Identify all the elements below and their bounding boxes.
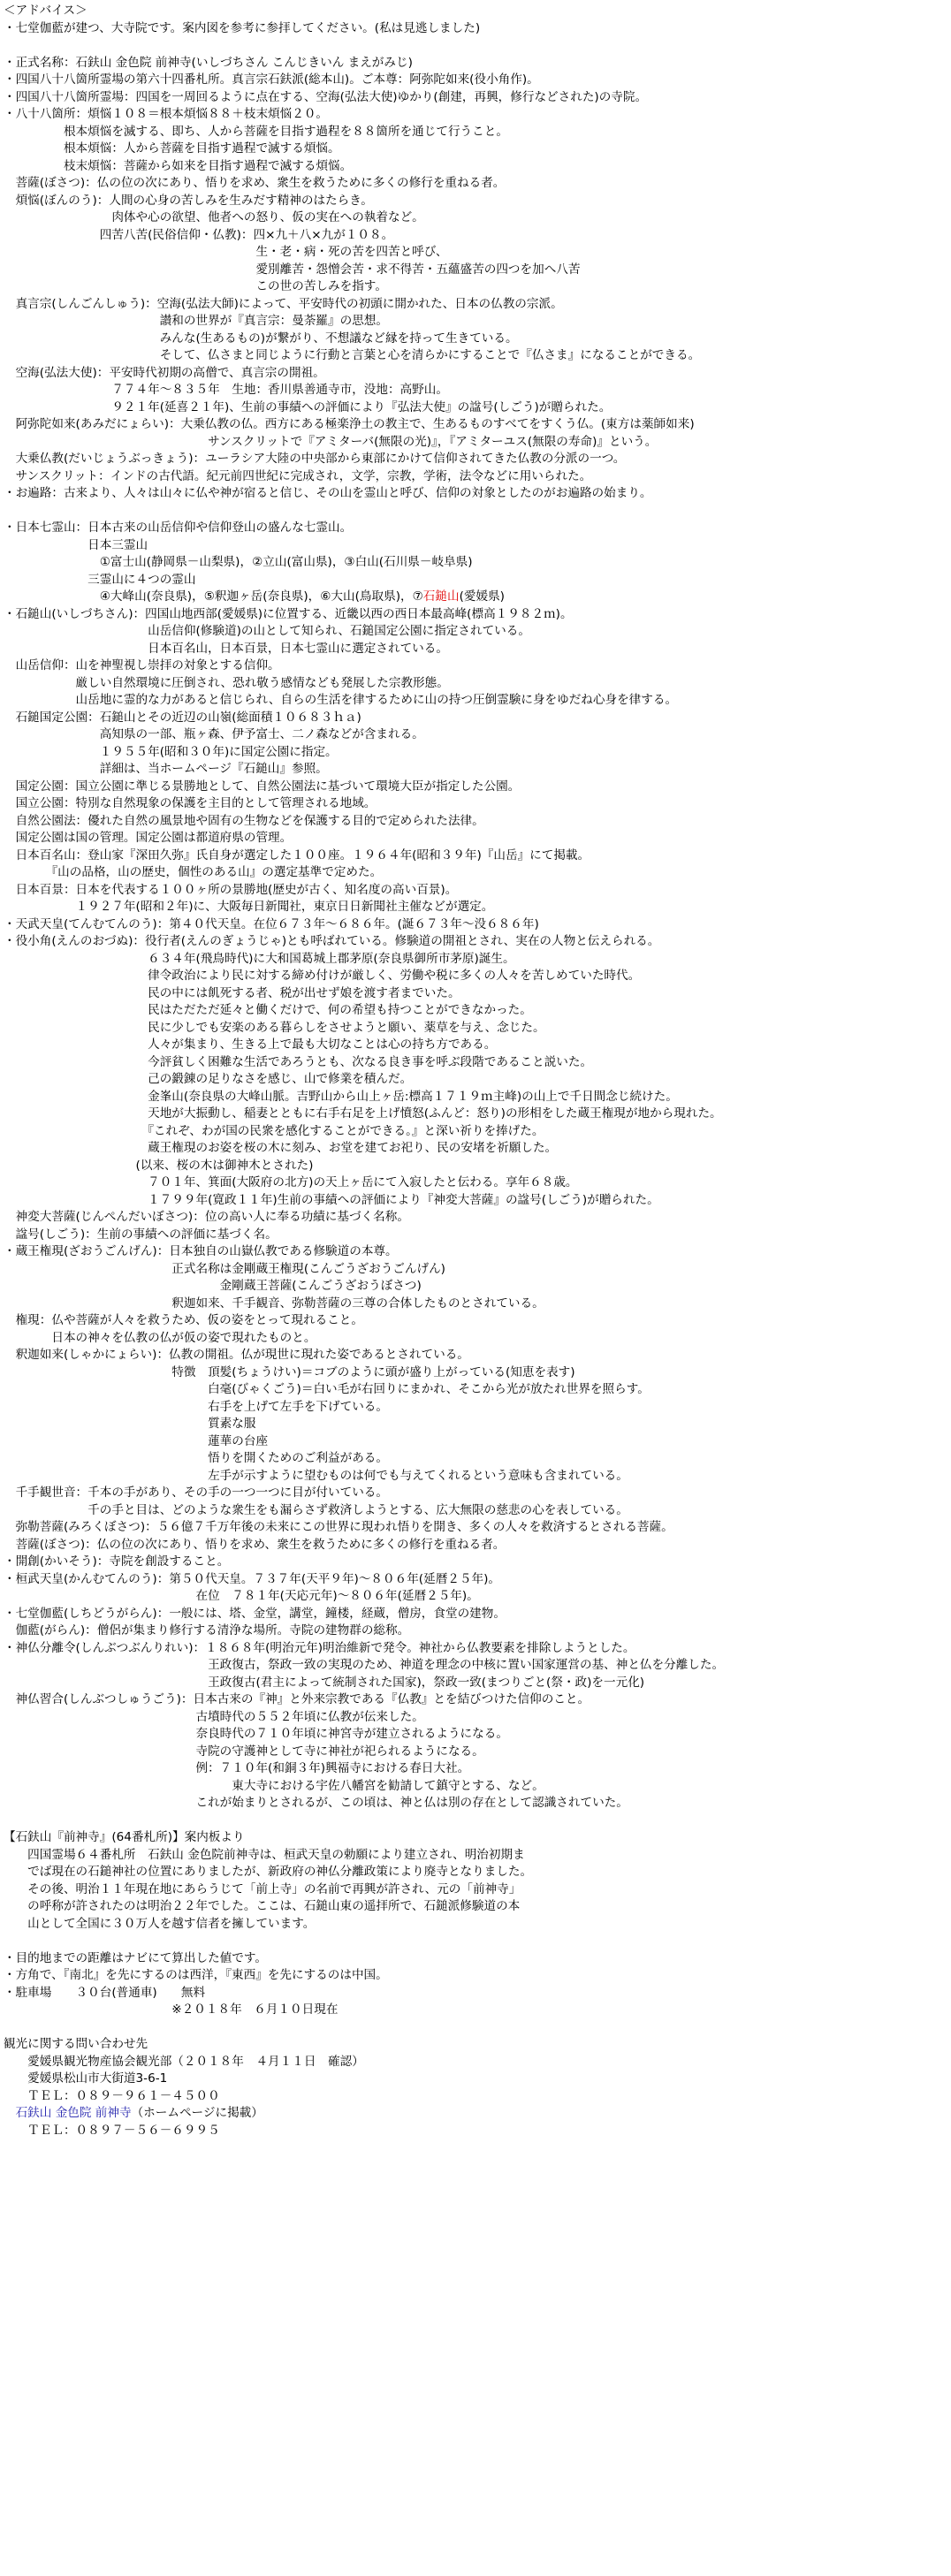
text-line — [4, 2123, 951, 2140]
text-line — [4, 589, 951, 606]
line-text: 悟りを開くためのご利益がある。 — [4, 1451, 388, 1465]
line-text: その後、明治１１年現在地にあらうじて「前上寺」の名前で再興が許され、元の「前神寺」 — [4, 1881, 521, 1896]
text-line — [4, 1519, 951, 1537]
line-text: 真言宗(しんごんしゅう)：空海(弘法大師)によって、平安時代の初頭に開かれた、日本の仏教の宗派。 — [4, 296, 563, 311]
line-text: ・四国八十八箇所霊場の第六十四番札所。真言宗石鈇派(総本山)。ご本尊：阿弥陀如来(役小角作)。 — [4, 72, 539, 87]
line-text: 高知県の一部、瓶ヶ森、伊予富士、二ノ森などが含まれる。 — [4, 727, 424, 741]
line-text: 在位 ７８１年(天応元年)～８０６年(延暦２５年)。 — [4, 1589, 479, 1603]
text-line — [4, 985, 951, 1003]
line-text: 根本煩悩：人から菩薩を目指す過程で滅する煩悩。 — [4, 141, 340, 156]
line-text: ７７４年～８３５年 生地：香川県善通寺市，没地：高野山。 — [4, 383, 448, 397]
text-line — [4, 882, 951, 900]
text-line — [4, 1933, 951, 1950]
line-text: 今評貧しく困難な生活であろうとも、次なる良き事を呼ぶ段階であること説いた。 — [4, 1054, 593, 1069]
text-line — [4, 1089, 951, 1106]
line-text: 千の手と目は、どのような衆生をも漏らさず救済しようとする、広大無限の慈悲の心を表している。 — [4, 1502, 628, 1517]
text-line — [4, 864, 951, 882]
line-text: ・開創(かいそう)：寺院を創設すること。 — [4, 1554, 230, 1569]
line-text: ・役小角(えんのおづぬ)：役行者(えんのぎょうじゃ)とも呼ばれている。修験道の開祖とされ、実在の人物と伝えられる。 — [4, 934, 660, 948]
text-line — [4, 2054, 951, 2071]
line-text: ・桓武天皇(かんむてんのう)：第５０代天皇。７３７年(天平９年)～８０６年(延暦２５年)。 — [4, 1571, 500, 1586]
text-line — [4, 675, 951, 693]
text-line — [4, 1123, 951, 1141]
line-text: 『山の品格，山の歴史，個性のある山』の選定基準で定めた。 — [4, 865, 383, 879]
line-text: 愛別離苦・怨憎会苦・求不得苦・五蘊盛苦の四つを加へ八苦 — [4, 262, 581, 277]
line-text: ①富士山(静岡県－山梨県)，②立山(富山県)，③白山(石川県－岐阜県) — [4, 555, 473, 569]
line-text: 三霊山に４つの霊山 — [4, 572, 196, 587]
line-text: 【石鈇山『前神寺』(64番札所)】案内板より — [4, 1830, 245, 1844]
text-line — [4, 1192, 951, 1210]
text-line — [4, 106, 951, 124]
text-line — [4, 2036, 951, 2054]
text-line — [4, 1606, 951, 1623]
line-text: 生・老・病・死の苦を四苦と呼び、 — [4, 245, 448, 259]
line-text: ・駐車場 ３０台(普通車) 無料 — [4, 1985, 206, 2000]
text-line — [4, 1140, 951, 1158]
line-text: ・石鎚山(いしづちさん)：四国山地西部(愛媛県)に位置する、近畿以西の西日本最高峰(標高１９８２ｍ)。 — [4, 606, 573, 621]
highlight-link[interactable]: 石鎚山 — [422, 589, 460, 604]
line-text: ７０１年、箕面(大阪府の北方)の天上ヶ岳にて入寂したと伝わる。享年６８歳。 — [4, 1175, 578, 1189]
text-line — [4, 968, 951, 985]
text-line — [4, 313, 951, 331]
text-line — [4, 20, 951, 38]
text-line — [4, 209, 951, 227]
text-line — [4, 1985, 951, 2002]
text-line — [4, 503, 951, 521]
line-text: 四国霊場６４番札所 石鈇山 金色院前神寺は、桓武天皇の勅願により建立され、明治初期ま — [4, 1847, 525, 1862]
line-text: 山として全国に３０万人を越す信者を擁しています。 — [4, 1916, 316, 1931]
line-text: ・目的地までの距離はナビにて算出した値です。 — [4, 1950, 267, 1965]
line-text: 空海(弘法大使)：平安時代初期の高僧で、真言宗の開祖。 — [4, 365, 325, 380]
line-text: 質素な服 — [4, 1417, 256, 1431]
line-text: 国定公園：国立公園に準じる景勝地として、自然公園法に基づいて環境大臣が指定した公園。 — [4, 779, 521, 794]
text-line — [4, 434, 951, 452]
line-text: ・天武天皇(てんむてんのう)：第４０代天皇。在位６７３年～６８６年。(誕６７３年～没６８６年) — [4, 916, 539, 931]
line-text: 日本百名山，日本百景，日本七霊山に選定されている。 — [4, 641, 448, 656]
text-line — [4, 554, 951, 572]
line-text: ＜アドバイス＞ — [4, 4, 87, 18]
text-line — [4, 296, 951, 314]
line-text: ・七堂伽藍が建つ、大寺院です。案内図を参考に参拝してください。(私は見逃しました) — [4, 20, 481, 35]
line-text: 『これぞ、わが国の民衆を感化することができる。』と深い祈りを捧げた。 — [4, 1123, 544, 1138]
line-text: 民の中には飢死する者、税が出せず娘を渡す者までいた。 — [4, 985, 460, 1000]
text-line — [4, 1571, 951, 1589]
text-line — [4, 520, 951, 537]
line-text: 例：７１０年(和銅３年)興福寺における春日大社。 — [4, 1761, 470, 1775]
text-line — [4, 1433, 951, 1451]
text-line — [4, 1381, 951, 1399]
line-text: 日本百景：日本を代表する１００ヶ所の景勝地(歴史が古く、知名度の高い百景)。 — [4, 882, 458, 897]
line-text: 枝末煩悩：菩薩から如来を目指す過程で滅する煩悩。 — [4, 158, 353, 173]
text-line — [4, 1640, 951, 1658]
line-text: 山岳地に霊的な力があると信じられ、自らの生活を律するために山の持つ圧倒霊験に身をゆだね心身を律する。 — [4, 693, 678, 707]
text-line — [4, 1278, 951, 1296]
line-text: 諡号(しごう)：生前の事績への評価に基づく名。 — [4, 1227, 278, 1242]
line-text: 日本の神々を仏教の仏が仮の姿で現れたものと。 — [4, 1330, 316, 1345]
line-text: ・方角で、『南北』を先にするのは西洋，『東西』を先にするのは中国。 — [4, 1968, 388, 1982]
text-line — [4, 1450, 951, 1468]
line-text: そして、仏さまと同じように行動と言葉と心を清らかにすることで『仏さま』になることができる。 — [4, 348, 701, 362]
text-line — [4, 726, 951, 744]
text-line — [4, 692, 951, 710]
line-text: ＴＥＬ：０８９７－５６－６９９５ — [4, 2123, 220, 2138]
line-text: ６３４年(飛鳥時代)に大和国葛城上郡茅原(奈良県御所市茅原)誕生。 — [4, 951, 515, 966]
line-text: ・八十八箇所：煩悩１０８＝根本煩悩８８＋枝末煩悩２０。 — [4, 107, 329, 121]
line-text: 特徴 頂髪(ちょうけい)＝コブのように頭が盛り上がっている(知恵を表す) — [4, 1364, 575, 1379]
text-line — [4, 1037, 951, 1054]
text-line — [4, 1812, 951, 1830]
line-text: 民に少しでも安楽のある暮らしをさせようと願い、薬草を与え、念じた。 — [4, 1020, 545, 1035]
text-line — [4, 641, 951, 658]
text-line — [4, 278, 951, 296]
text-line — [4, 1071, 951, 1089]
line-text: 愛媛県観光物産協会観光部（２０１８年 ４月１１日 確認） — [4, 2054, 364, 2069]
line-text: 日本百名山：登山家『深田久弥』氏自身が選定した１００座。１９６４年(昭和３９年)『山岳』にて掲載。 — [4, 847, 590, 862]
line-text: 右手を上げて左手を下げている。 — [4, 1399, 388, 1414]
text-line — [4, 451, 951, 468]
line-text: 国立公園：特別な自然現象の保護を主目的として管理される地域。 — [4, 796, 377, 810]
text-line — [4, 1657, 951, 1675]
line-text: ・日本七霊山：日本古来の山岳信仰や信仰登山の盛んな七霊山。 — [4, 521, 353, 535]
line-text: 自然公園法：優れた自然の風景地や固有の生物などを保護する目的で定められた法律。 — [4, 813, 484, 828]
line-text: ・蔵王権現(ざおうごんげん)：日本独自の山嶽仏教である修験道の本尊。 — [4, 1244, 398, 1258]
text-line — [4, 1744, 951, 1761]
text-line — [4, 710, 951, 727]
text-line — [4, 1691, 951, 1709]
text-line — [4, 416, 951, 434]
line-text: 阿弥陀如来(あみだにょらい)：大乗仏教の仏。西方にある極楽浄土の教主で、生あるものすべてをすくう仏。(東方は薬師如来) — [4, 417, 695, 431]
text-line — [4, 1416, 951, 1433]
text-line — [4, 347, 951, 365]
text-line — [4, 1174, 951, 1192]
line-text: サンスクリットで『アミターバ(無限の光)』，『アミターユス(無限の寿命)』という。 — [4, 434, 658, 449]
text-line — [4, 623, 951, 641]
text-line — [4, 468, 951, 486]
text-line — [4, 1847, 951, 1865]
text-line — [4, 1829, 951, 1847]
text-line — [4, 141, 951, 158]
line-text: 東大寺における宇佐八幡宮を勧請して鎮守とする、など。 — [4, 1778, 544, 1793]
text-line — [4, 779, 951, 796]
text-line — [4, 572, 951, 589]
line-text: 王政復古，祭政一致の実現のため、神道を理念の中核に置い国家運営の基、神と仏を分離した。 — [4, 1658, 725, 1672]
text-line — [4, 244, 951, 262]
line-text: 神変大菩薩(じんぺんだいぼさつ)：位の高い人に奉る功績に基づく名称。 — [4, 1210, 409, 1224]
text-line — [4, 227, 951, 245]
line-text: ④大峰山(奈良県)，⑤釈迦ヶ岳(奈良県)，⑥大山(鳥取県)，⑦ — [4, 589, 423, 604]
line-text: 蔵王権現のお姿を桜の木に刻み、お堂を建てお祀り、民の安堵を祈願した。 — [4, 1141, 558, 1155]
text-line — [4, 795, 951, 813]
text-line — [4, 1347, 951, 1364]
text-line — [4, 89, 951, 107]
text-line — [4, 1967, 951, 1985]
text-line — [4, 1554, 951, 1571]
line-text: 厳しい自然環境に圧倒され、恐れ敬う感情なども発展した宗教形態。 — [4, 675, 449, 690]
text-line — [4, 1227, 951, 1244]
line-text: ＴＥＬ：０８９－９６１－４５００ — [4, 2088, 220, 2103]
text-line — [4, 37, 951, 55]
text-line — [4, 331, 951, 348]
text-line — [4, 72, 951, 89]
text-line — [4, 2071, 951, 2088]
text-line — [4, 485, 951, 503]
line-text: 古墳時代の５５２年頃に仏教が伝来した。 — [4, 1709, 424, 1724]
line-text: 権現：仏や菩薩が人々を救うため、仮の姿をとって現れること。 — [4, 1313, 363, 1327]
text-line — [4, 899, 951, 916]
line-text: 王政復古(君主によって統制された国家)，祭政一致(まつりごと(祭・政)を一元化) — [4, 1675, 645, 1690]
line-text: 大乗仏教(だいじょうぶっきょう)：ユーラシア大陸の中央部から東部にかけて信仰されてきた仏教の分派の一つ。 — [4, 452, 626, 466]
text-line — [4, 2088, 951, 2106]
text-line — [4, 1778, 951, 1796]
text-line — [4, 262, 951, 279]
text-line — [4, 1243, 951, 1261]
line-text: ・四国八十八箇所霊場：四国を一周回るように点在する、空海(弘法大使)ゆかり(創建，再興，修行などされた)の寺院。 — [4, 89, 648, 104]
text-line — [4, 537, 951, 555]
text-line — [4, 2105, 951, 2123]
line-text: 人々が集まり、生きる上で最も大切なことは心の持ち方である。 — [4, 1037, 497, 1052]
line-text: みんな(生あるもの)が繋がり、不想議など縁を持って生きている。 — [4, 331, 518, 346]
text-line — [4, 382, 951, 399]
line-text: 讃和の世界が『真言宗：曼荼羅』の思想。 — [4, 314, 388, 328]
line-text: 山岳信仰：山を神聖視し崇拝の対象とする信仰。 — [4, 658, 280, 672]
line-text: (以来、桜の木は御神木とされた) — [4, 1158, 314, 1173]
line-text: 左手が示すように望むものは何でも与えてくれるという意味も含まれている。 — [4, 1468, 628, 1483]
line-text: 肉体や心の欲望、他者への怒り、仮の実在への執着など。 — [4, 210, 424, 224]
line-text: 国定公園は国の管理。国定公園は都道府県の管理。 — [4, 831, 293, 845]
text-line — [4, 1864, 951, 1881]
line-text: 菩薩(ぼさつ)：仏の位の次にあり、悟りを求め、衆生を救うために多くの修行を重ねる者。 — [4, 176, 506, 190]
line-text: 煩悩(ぼんのう)：人間の心身の苦しみを生みだす精神のはたらき。 — [4, 193, 373, 208]
line-text — [4, 2106, 16, 2120]
text-line — [4, 1296, 951, 1313]
line-text: 石鎚国定公園：石鎚山とその近辺の山嶺(総面積１０６８３ｈａ) — [4, 710, 361, 725]
line-text: これが始まりとされるが、この頃は、神と仏は別の存在として認識されていた。 — [4, 1796, 628, 1810]
line-text: 律令政治により民に対する締め付けが厳しく、労働や税に多くの人々を苦しめていた時代。 — [4, 969, 641, 983]
line-text: ９２１年(延喜２１年)、生前の事績への評価により『弘法大使』の諡号(しごう)が贈られた。 — [4, 399, 612, 414]
line-text: 金峯山(奈良県の大峰山脈。吉野山から山上ヶ岳:標高１７１９ｍ主峰)の山上で千日間念じ続けた。 — [4, 1089, 678, 1104]
text-line — [4, 1709, 951, 1727]
line-text: ・七堂伽藍(しちどうがらん)：一般には、塔、金堂，講堂，鐘楼，経蔵，僧房，食堂の建物。 — [4, 1606, 506, 1621]
line-text: 千手観世音：千本の手があり、その手の一つ一つに目が付いている。 — [4, 1486, 388, 1500]
text-line — [4, 1537, 951, 1554]
line-text: この世の苦しみを指す。 — [4, 279, 387, 293]
text-line — [4, 55, 951, 72]
text-line — [4, 847, 951, 865]
text-line — [4, 606, 951, 624]
text-line — [4, 1002, 951, 1020]
text-line — [4, 1795, 951, 1812]
line-text: 白毫(びゃくごう)＝白い毛が右回りにまかれ、そこから光が放たれ世界を照らす。 — [4, 1382, 650, 1396]
line-text: 四苦八苦(民俗信仰・仏教)：四×九＋八×九が１０８。 — [4, 227, 394, 242]
text-line — [4, 1106, 951, 1123]
line-text: ・神仏分離令(しんぶつぶんりれい)：１８６８年(明治元年)明治維新で発令。神社から仏教要素を排除しようとした。 — [4, 1640, 635, 1655]
line-text: でば現在の石鎚神社の位置にありましたが、新政府の神仏分離政策により廃寺となりました。 — [4, 1865, 533, 1879]
line-text: 民はただただ延々と働くだけで、何の希望も持つことができなかった。 — [4, 1003, 532, 1017]
text-line — [4, 1881, 951, 1899]
text-line — [4, 1261, 951, 1279]
line-text: 釈迦如来、千手観音、弥勒菩薩の三尊の合体したものとされている。 — [4, 1296, 544, 1311]
text-line — [4, 1760, 951, 1778]
text-line — [4, 1622, 951, 1640]
text-line — [4, 1675, 951, 1692]
text-line — [4, 1330, 951, 1348]
line-text: 伽藍(がらん)：僧侶が集まり修行する清浄な場所。寺院の建物群の総称。 — [4, 1623, 410, 1638]
text-line — [4, 1950, 951, 1968]
text-line — [4, 1364, 951, 1382]
text-line — [4, 2002, 951, 2019]
line-text: 蓮華の台座 — [4, 1433, 269, 1448]
text-line — [4, 1485, 951, 1502]
text-line — [4, 365, 951, 383]
line-text: 根本煩悩を滅する、即ち、人から菩薩を目指す過程を８８箇所を通じて行うこと。 — [4, 124, 508, 139]
text-line — [4, 1054, 951, 1072]
line-text: 神仏習合(しんぶつしゅうごう)：日本古来の『神』と外来宗教である『仏教』とを結びつけた信仰のこと。 — [4, 1692, 590, 1706]
text-line — [4, 399, 951, 417]
text-line — [4, 744, 951, 762]
line-text: １９２７年(昭和２年)に、大阪毎日新聞社，東京日日新聞社主催などが選定。 — [4, 900, 494, 914]
text-line — [4, 193, 951, 210]
line-text: ※２０１８年 ６月１０日現在 — [4, 2002, 339, 2017]
text-line — [4, 1588, 951, 1606]
text-line — [4, 657, 951, 675]
text-line — [4, 3, 951, 20]
text-line — [4, 916, 951, 934]
line-text: ・正式名称：石鈇山 金色院 前神寺(いしづちさん こんじきいん まえがみじ) — [4, 55, 413, 70]
line-text: 愛媛県松山市大街道3-6-1 — [4, 2071, 168, 2086]
text-line — [4, 1399, 951, 1417]
text-line — [4, 1898, 951, 1916]
line-text: 観光に関する問い合わせ先 — [4, 2037, 148, 2051]
text-line — [4, 1020, 951, 1037]
line-text: １９５５年(昭和３０年)に国定公園に指定。 — [4, 744, 338, 759]
line-text: 菩薩(ぼさつ)：仏の位の次にあり、悟りを求め、衆生を救うために多くの修行を重ねる者。 — [4, 1537, 506, 1552]
text-line — [4, 158, 951, 176]
line-text: １７９９年(寛政１１年)生前の事績への評価により『神変大菩薩』の諡号(しごう)が贈られた。 — [4, 1192, 659, 1207]
text-line — [4, 761, 951, 779]
line-text: 奈良時代の７１０年頃に神宮寺が建立されるようになる。 — [4, 1727, 508, 1741]
text-line — [4, 1158, 951, 1175]
text-line — [4, 124, 951, 141]
text-line — [4, 813, 951, 831]
text-line — [4, 830, 951, 847]
line-text: サンスクリット：インドの古代語。紀元前四世紀に完成され，文学，宗教，学術，法令などに用いられた。 — [4, 468, 592, 483]
text-line — [4, 2019, 951, 2037]
text-line — [4, 933, 951, 951]
line-text: 正式名称は金剛蔵王権現(こんごうざおうごんげん) — [4, 1261, 445, 1276]
line-text: 己の鍛錬の足りなさを感じ、山で修業を積んだ。 — [4, 1072, 413, 1086]
line-text: 天地が大振動し、稲妻とともに右手右足を上げ憤怒(ふんど：怒り)の形相をした蔵王権現が地から現れた。 — [4, 1106, 722, 1121]
line-text: 弥勒菩薩(みろくぼさつ)：５６億７千万年後の未来にこの世界に現われ悟りを開き、多くの人々を救済するとされる菩薩。 — [4, 1520, 673, 1534]
text-line — [4, 1726, 951, 1744]
line-text: の呼称が許されたのは明治２２年でした。ここは、石鎚山東の遥拝所で、石鎚派修験道の本 — [4, 1899, 521, 1913]
text-line — [4, 1312, 951, 1330]
text-line — [4, 1468, 951, 1486]
text-line — [4, 1916, 951, 1934]
line-text: 山岳信仰(修験道)の山として知られ、石鎚国定公園に指定されている。 — [4, 624, 530, 638]
text-line — [4, 1209, 951, 1227]
line-text-tail: （ホームページに掲載） — [131, 2106, 263, 2120]
line-text: 詳細は、当ホームページ『石鎚山』参照。 — [4, 762, 328, 776]
line-text: 金剛蔵王菩薩(こんごうざおうぼさつ) — [4, 1279, 422, 1293]
text-line — [4, 951, 951, 969]
line-text: 日本三霊山 — [4, 537, 148, 552]
text-line — [4, 175, 951, 193]
line-text: ・お遍路：古来より、人々は山々に仏や神が宿ると信じ、その山を霊山と呼び、信仰の対象としたのがお遍路の始まり。 — [4, 486, 652, 500]
line-text-tail: (愛媛県) — [459, 589, 505, 604]
line-text: 寺院の守護神として寺に神社が祀られるようになる。 — [4, 1744, 484, 1759]
temple-homepage-link[interactable]: 石鈇山 金色院 前神寺 — [15, 2106, 132, 2120]
line-text: 釈迦如来(しゃかにょらい)：仏教の開祖。仏が現世に現れた姿であるとされている。 — [4, 1348, 469, 1362]
text-line — [4, 1502, 951, 1520]
